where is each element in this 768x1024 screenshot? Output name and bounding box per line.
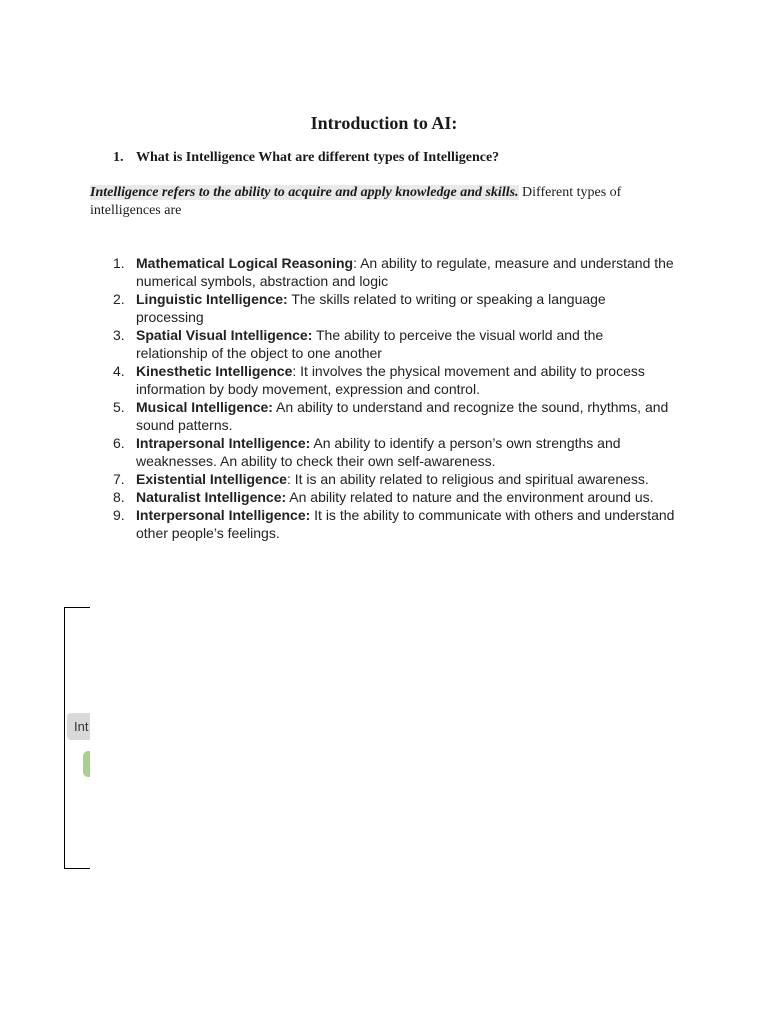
item-number: 5. [113, 399, 125, 415]
item-term: Linguistic Intelligence: [136, 291, 288, 307]
item-term: Existential Intelligence [136, 471, 287, 487]
item-description: : An ability to regulate, measure and understand the numerical symbols, abstraction and logic [136, 255, 674, 289]
item-description: The skills related to writing or speaking a language processing [136, 291, 606, 325]
question-number: 1. [113, 150, 124, 165]
definition-rest: Different types of intelligences are [90, 185, 622, 218]
item-description: An ability related to nature and the environment around us. [286, 489, 654, 505]
diagram-child-node [83, 751, 90, 777]
item-description: The ability to perceive the visual world and the relationship of the object to one another [136, 327, 604, 361]
page-title: Introduction to AI: [310, 113, 458, 133]
list-item [110, 488, 675, 506]
list-item [110, 470, 675, 488]
list-item [110, 506, 675, 542]
item-number: 8. [113, 489, 125, 505]
item-number: 3. [113, 327, 125, 343]
item-term: Intrapersonal Intelligence: [136, 435, 311, 451]
item-number: 7. [113, 471, 125, 487]
question-heading [113, 149, 499, 167]
item-term: Interpersonal Intelligence: [136, 507, 311, 523]
item-number: 9. [113, 507, 125, 523]
item-description: An ability to understand and recognize the sound, rhythms, and sound patterns. [136, 399, 669, 433]
item-term: Musical Intelligence: [136, 399, 273, 415]
list-item [110, 290, 675, 326]
item-description: : It is an ability related to religious and spiritual awareness. [286, 471, 649, 487]
list-item [110, 434, 675, 470]
item-number: 6. [113, 435, 125, 451]
item-number: 4. [113, 363, 125, 379]
list-item [110, 254, 675, 290]
intelligence-definition [90, 184, 670, 220]
item-description: It is the ability to communicate with others and understand other people’s feelings. [136, 507, 675, 541]
definition-lead: Intelligence refers to the ability to acquire and apply knowledge and skills. [90, 185, 519, 200]
item-term: Spatial Visual Intelligence: [136, 327, 313, 343]
item-number: 2. [113, 291, 125, 307]
diagram-root-node: Int [67, 713, 90, 740]
item-description: An ability to identify a person’s own strengths and weaknesses. An ability to check their own self-awareness. [136, 435, 621, 469]
item-description: : It involves the physical movement and ability to process information by body movement, expression and control. [136, 363, 645, 397]
list-item [110, 398, 675, 434]
item-term: Naturalist Intelligence: [136, 489, 287, 505]
item-number: 1. [113, 255, 125, 271]
list-item [110, 326, 675, 362]
item-term: Mathematical Logical Reasoning [136, 255, 354, 271]
item-term: Kinesthetic Intelligence [136, 363, 293, 379]
intelligence-types-list [110, 254, 675, 542]
question-text: What is Intelligence What are different types of Intelligence? [136, 150, 500, 165]
list-item [110, 362, 675, 398]
